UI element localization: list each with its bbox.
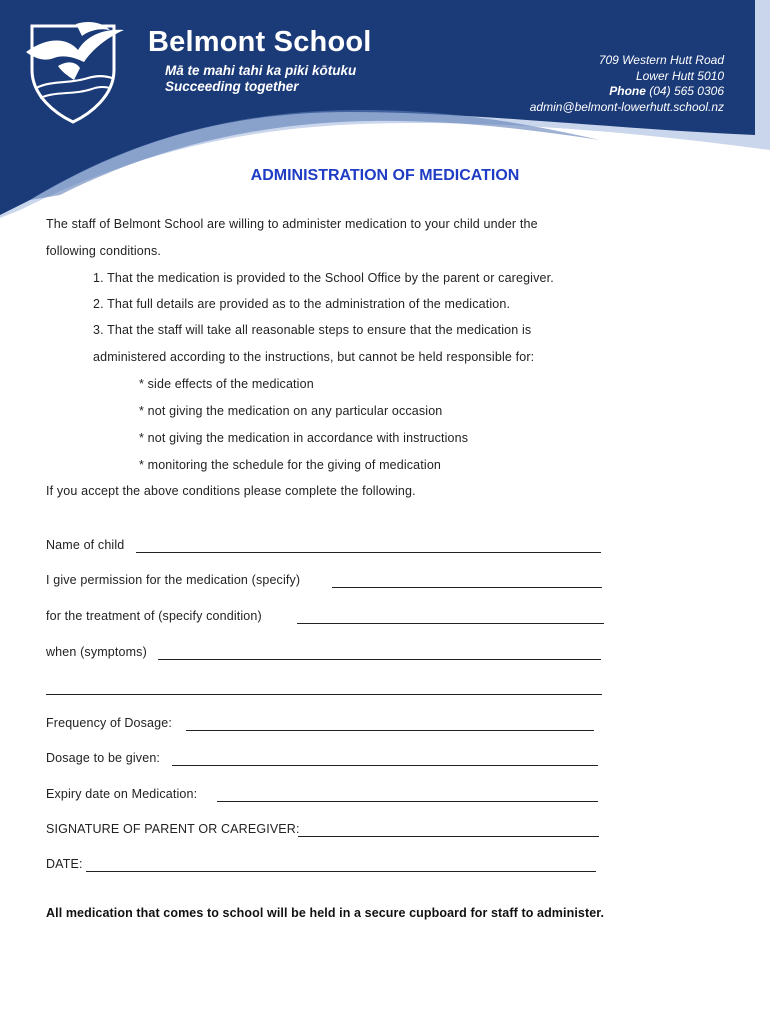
page-title: ADMINISTRATION OF MEDICATION	[250, 167, 520, 184]
address-city: Lower Hutt 5010	[635, 68, 724, 83]
treatment-condition-label: for the treatment of (specify condition)	[46, 609, 262, 623]
date-label: DATE:	[46, 857, 83, 871]
accept-instruction: If you accept the above conditions please complete the following.	[46, 484, 416, 498]
exclusion-item: * side effects of the medication	[139, 377, 314, 391]
intro-line-2: following conditions.	[46, 244, 162, 258]
signature-label: SIGNATURE OF PARENT OR CAREGIVER:	[46, 822, 300, 836]
medication-permission-label: I give permission for the medication (specify)	[46, 573, 301, 587]
expiry-date-label: Expiry date on Medication:	[46, 787, 198, 801]
address-street: 709 Western Hutt Road	[598, 53, 724, 67]
expiry-date-field[interactable]	[217, 801, 598, 802]
condition-3: 3. That the staff will take all reasonable steps to ensure that the medication is	[93, 323, 532, 337]
name-of-child-field[interactable]	[136, 552, 601, 553]
condition-field[interactable]	[297, 623, 604, 624]
condition-3-continued: administered according to the instructions, but cannot be held responsible for:	[93, 350, 535, 364]
storage-notice: All medication that comes to school will be held in a secure cupboard for staff to administer.	[46, 906, 605, 920]
symptoms-field[interactable]	[158, 659, 601, 660]
intro-line-1: The staff of Belmont School are willing to administer medication to your child under the	[46, 217, 538, 231]
letterhead	[0, 0, 770, 220]
signature-field[interactable]	[298, 836, 599, 837]
motto-line-2: Succeeding together	[165, 79, 299, 94]
medication-field[interactable]	[332, 587, 602, 588]
school-motto	[165, 63, 356, 95]
frequency-label: Frequency of Dosage:	[46, 716, 172, 730]
exclusion-item: * not giving the medication in accordance with instructions	[139, 431, 469, 445]
school-logo	[18, 18, 128, 126]
school-name: Belmont School	[148, 26, 372, 58]
phone-number: (04) 565 0306	[649, 84, 724, 98]
school-contact	[530, 53, 724, 115]
dosage-label: Dosage to be given:	[46, 751, 161, 765]
condition-2: 2. That full details are provided as to the administration of the medication.	[93, 297, 511, 311]
exclusion-item: * monitoring the schedule for the giving of medication	[139, 458, 442, 472]
exclusion-item: * not giving the medication on any particular occasion	[139, 404, 443, 418]
phone-label: Phone	[609, 84, 646, 98]
motto-line-1: Mā te mahi tahi ka piki kōtuku	[165, 63, 357, 78]
name-of-child-label: Name of child	[46, 538, 125, 552]
symptoms-label: when (symptoms)	[46, 645, 147, 659]
email-address: admin@belmont-lowerhutt.school.nz	[529, 99, 724, 114]
condition-1: 1. That the medication is provided to the School Office by the parent or caregiver.	[93, 271, 554, 285]
date-field[interactable]	[86, 871, 596, 872]
symptoms-field-continued[interactable]	[46, 694, 602, 695]
frequency-field[interactable]	[186, 730, 594, 731]
dosage-field[interactable]	[172, 765, 598, 766]
phone-line	[530, 84, 724, 100]
